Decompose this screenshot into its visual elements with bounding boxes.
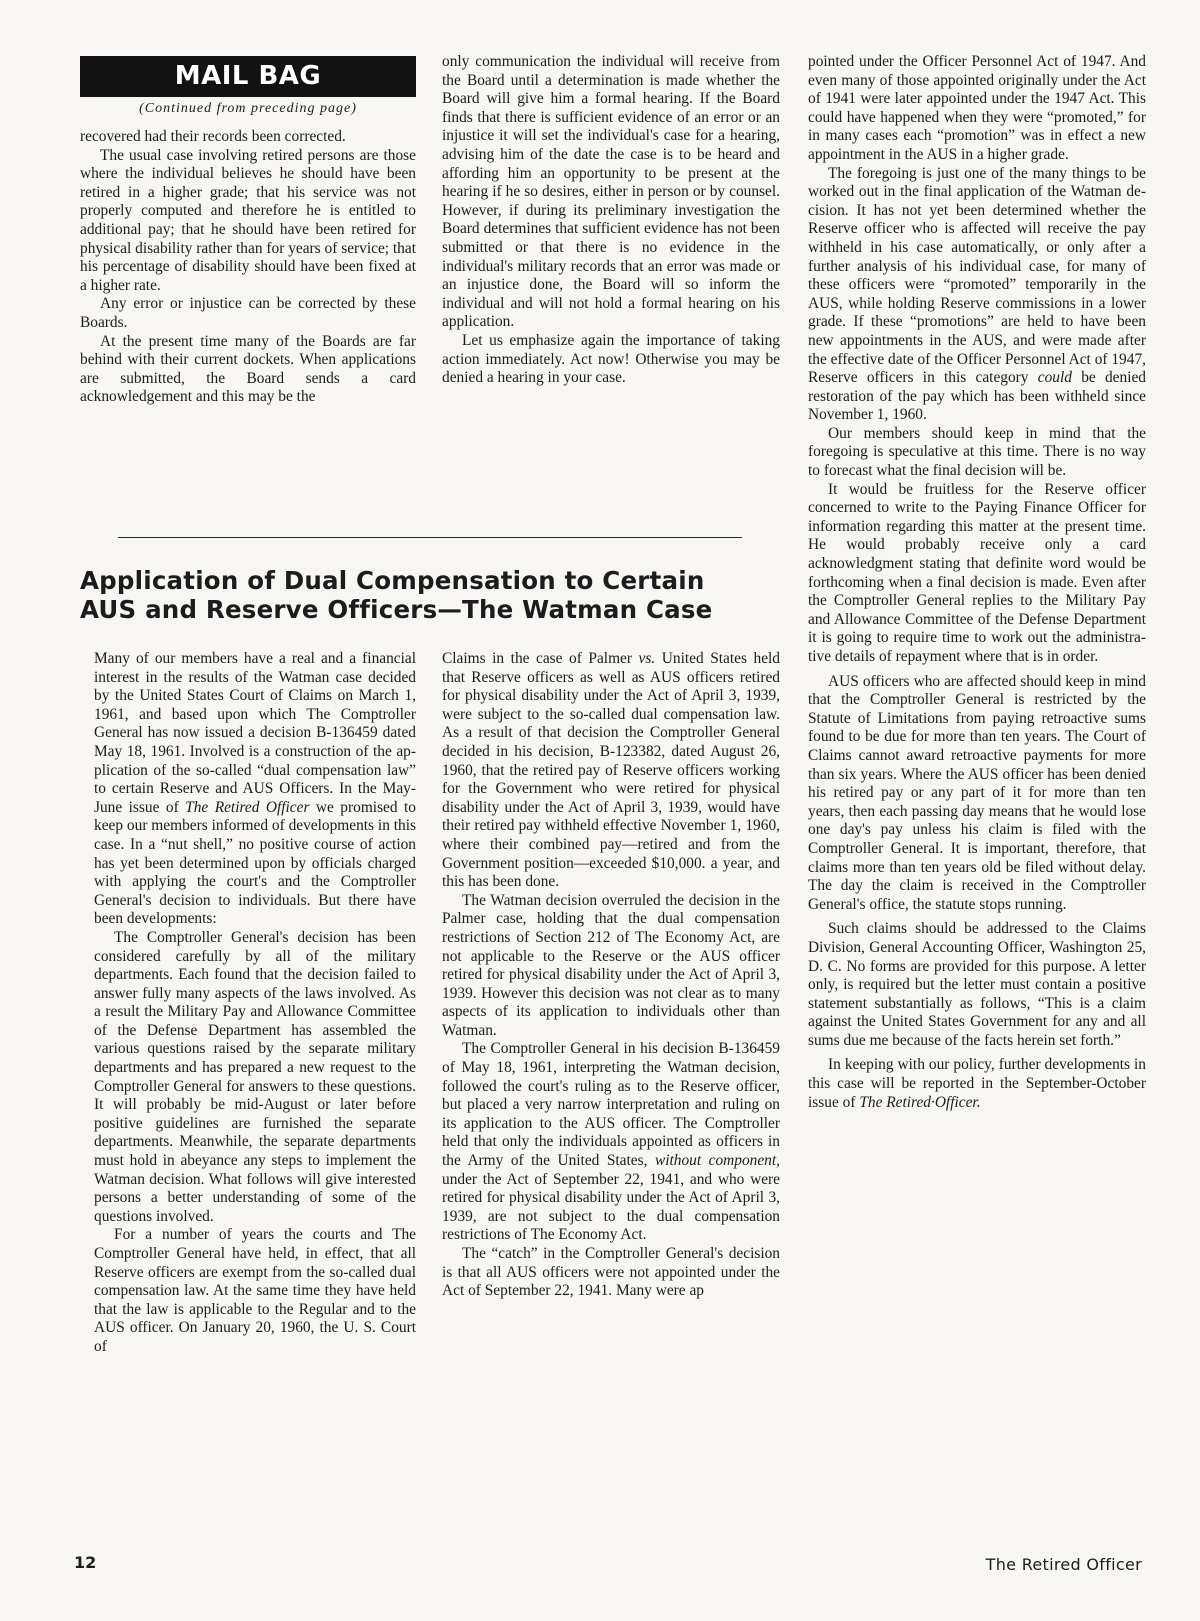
paragraph: The “catch” in the Comptroller General's decision is that all AUS officers were not appointed under the Act of September 22, 1941. Many were ap <box>442 1245 780 1300</box>
paragraph: Any error or injustice can be corrected by these Boards. <box>80 295 416 331</box>
paragraph: The usual case involving retired persons are those where the individual believes he should have been retired in a higher grade; that his service was not properly computed and therefore he is entitled to additional pay; that he should have been retired for physical disability rather than for years of service; that his percentage of disability should have been fixed at a higher rate. <box>80 146 416 294</box>
paragraph: The Comptroller General's decision has been considered carefully by all of the military departments. Each found that the decision failed to answer fully many aspects of the laws involved. As a result the Military Pay and Allowance Committee of the Defense Department has assembled the various questions raised by the separate military departments and has prepared a new request to the Comptroller General for answers to these questions. It will probably be mid-August or later before positive guidelines are furnished the separate departments. Meanwhile, the separate departments must hold in abeyance any steps to implement the Watman decision. What follows will give interested persons a better understanding of some of the questions involved. <box>94 928 416 1225</box>
text-fragment: we promised to keep our members informed of developments in this case. In a “nut shell,” no positive course of action has yet been determined upon by officials charged with applying the court's and the Comptroller General's decision to individuals. But there have been developments: <box>94 798 417 928</box>
paragraph <box>808 1056 1146 1112</box>
section-title-banner: MAIL BAG <box>80 56 416 97</box>
text-fragment: The foregoing is just one of the many things to be worked out in the final application of the Watman decision. It has not yet been determined whether the Reserve officer who is affected will receive the pay withheld in his case automatically, or only after a further analysis of his individual case, for many of these officers were “promoted” temporarily in the AUS, while holding Reserve commissions in a lower grade. If these “promotions” are held to have been new appointments in the AUS, and were made after the effective date of the Officer Personnel Act of 1947, Reserve officers in this category <box>808 164 1146 387</box>
paragraph: It would be fruitless for the Reserve officer concerned to write to the Paying Finance Officer for information regarding this matter at the present time. He would probably receive only a card acknowledgment stating that definite word would be forthcoming when a final decision is made. Even after the Comptroller General replies to the Military Pay and Allowance Committee of the Defense Department it is going to require time to work out the administrative details of repayment where that is in order. <box>808 480 1146 665</box>
paragraph: pointed under the Officer Personnel Act of 1947. And even many of those appointed originally under the Act of 1941 were later appointed under the 1947 Act. This could have happened when they were “promoted,” for in many cases each “promotion” was in effect a new appointment in the AUS in a higher grade. <box>808 53 1146 163</box>
paragraph <box>808 165 1146 425</box>
headline-line-2: AUS and Reserve Officers—The Watman Case <box>80 595 713 624</box>
article-column-1 <box>94 650 416 1357</box>
paragraph: At the present time many of the Boards are far behind with their current dockets. When applications are submitted, the Board sends a card acknowledgement and this may be the <box>80 332 416 406</box>
paragraph <box>442 1040 780 1245</box>
article-column-2 <box>442 650 780 1301</box>
paragraph: For a number of years the courts and The Comptroller General have held, in effect, that all Reserve officers are exempt from the so-called dual compensation law. At the same time they have held that the law is applicable to the Regular and to the AUS officer. On January 20, 1960, the U. S. Court of <box>94 1226 416 1355</box>
paragraph: only communication the individual will receive from the Board until a determination is made whether the Board will give him a formal hearing. If the Board finds that there is sufficient evidence of an error or an injustice it will set the individual's case for a hearing, advising him of the date the case is to be heard and affording him an opportunity to be present at the hearing if he so desires, either in person or by counsel. However, if during its preliminary investigation the Board determines that sufficient evidence has not been submitted or that there is no evidence in the individual's military records that an error was made or an injustice done, the Board will so inform the individual and will not hold a formal hearing on his application. <box>442 53 780 331</box>
paragraph: Such claims should be addressed to the Claims Division, General Accounting Officer, Washington 25, D. C. No forms are provided for this purpose. A letter only, is required but the letter must contain a positive statement substantially as follows, “This is a claim against the United States Government for any and all sums due me because of the facts herein set forth.” <box>808 920 1146 1049</box>
publication-title-italic: The Retired·Officer. <box>859 1093 981 1111</box>
section-divider <box>118 537 742 538</box>
italic-text: vs. <box>638 650 656 667</box>
mailbag-column-2 <box>442 53 780 388</box>
paragraph: The Watman decision overruled the decision in the Palmer case, holding that the dual compensation restrictions of Section 212 of The Economy Act, are not applicable to the Reserve or the AUS officer retired for physical disability under the Act of April 3, 1939. However this decision was not clear as to many aspects of its application to individuals other than Watman. <box>442 891 780 1039</box>
mailbag-column-1 <box>80 128 416 407</box>
headline-line-1: Application of Dual Compensation to Certain <box>80 566 705 595</box>
text-fragment: be denied restoration of the pay which has been withheld since November 1, 1960. <box>808 369 1147 424</box>
continued-note: (Continued from preceding page) <box>139 101 357 116</box>
paragraph <box>94 650 416 929</box>
page-number: 12 <box>74 1553 97 1572</box>
paragraph: AUS officers who are affected should keep in mind that the Comptroller General is restricted by the Statute of Limitations from paying retroactive sums found to be due for more than ten years. The Court of Claims cannot award retroactive payments for more than six years. Where the AUS officer has been denied his retired pay or any part of it for more than ten years, then each passing day means that he would lose one day's pay unless his claim is filed with the Comptroller General. It is important, therefore, that claims more than ten years old be filed without delay. The day the claim is received in the Comptroller General's office, the statute stops running. <box>808 672 1146 913</box>
italic-text: without component, <box>654 1152 781 1170</box>
text-fragment: Many of our members have a real and a financial interest in the results of the Watman case decided by the United States Court of Claims on March 1, 1961, and based upon which The Comptroller General has now issued a decision B-136459 dated May 18, 1961. Involved is a construction of the application of the so-called “dual compensation law” to certain Reserve and AUS Officers. In the May-June issue of <box>94 650 416 816</box>
article-column-3 <box>808 53 1146 1112</box>
publication-name: The Retired Officer <box>985 1555 1142 1574</box>
paragraph: Let us emphasize again the importance of taking action immediately. Act now! Otherwise you may be denied a hearing in your case. <box>442 331 780 387</box>
paragraph: recovered had their records been corrected. <box>80 128 346 145</box>
text-fragment: Claims in the case of Palmer <box>442 650 639 667</box>
text-fragment: under the Act of September 22, 1941, and who were retired for physical disability under the Act of April 3, 1939, are not subject to the dual compensation restrictions of The Economy Act. <box>442 1170 780 1244</box>
article-headline <box>80 566 780 624</box>
text-fragment: United States held that Reserve officers as well as AUS officers retired for physical disability under the Act of April 3, 1939, were subject to the so-called dual compensation law. As a result of that decision the Comptroller General decided in his decision, B-123382, dated August 26, 1960, that the retired pay of Reserve officers working for the Government who were retired for physical disability under the Act of April 3, 1939, would have their retired pay withheld effective November 1, 1960, where their combined pay—retired and from the Government position—exceeded $10,000. a year, and this has been done. <box>442 650 780 891</box>
text-fragment: In keeping with our policy, further developments in this case will be reported in the September-October issue of <box>808 1056 1146 1111</box>
paragraph <box>442 650 780 892</box>
publication-title-italic: The Retired Officer <box>185 798 310 816</box>
italic-text: could <box>1037 369 1072 387</box>
text-fragment: The Comptroller General in his decision B-136459 of May 18, 1961, interpreting the Watman decision, followed the court's ruling as to the Reserve officer, but placed a very narrow interpretation and ruling on its application to the AUS officer. The Comptroller held that only the individuals appointed as officers in the Army of the United States, <box>442 1040 780 1170</box>
paragraph: Our members should keep in mind that the foregoing is speculative at this time. There is no way to forecast what the final decision will be. <box>808 424 1146 480</box>
